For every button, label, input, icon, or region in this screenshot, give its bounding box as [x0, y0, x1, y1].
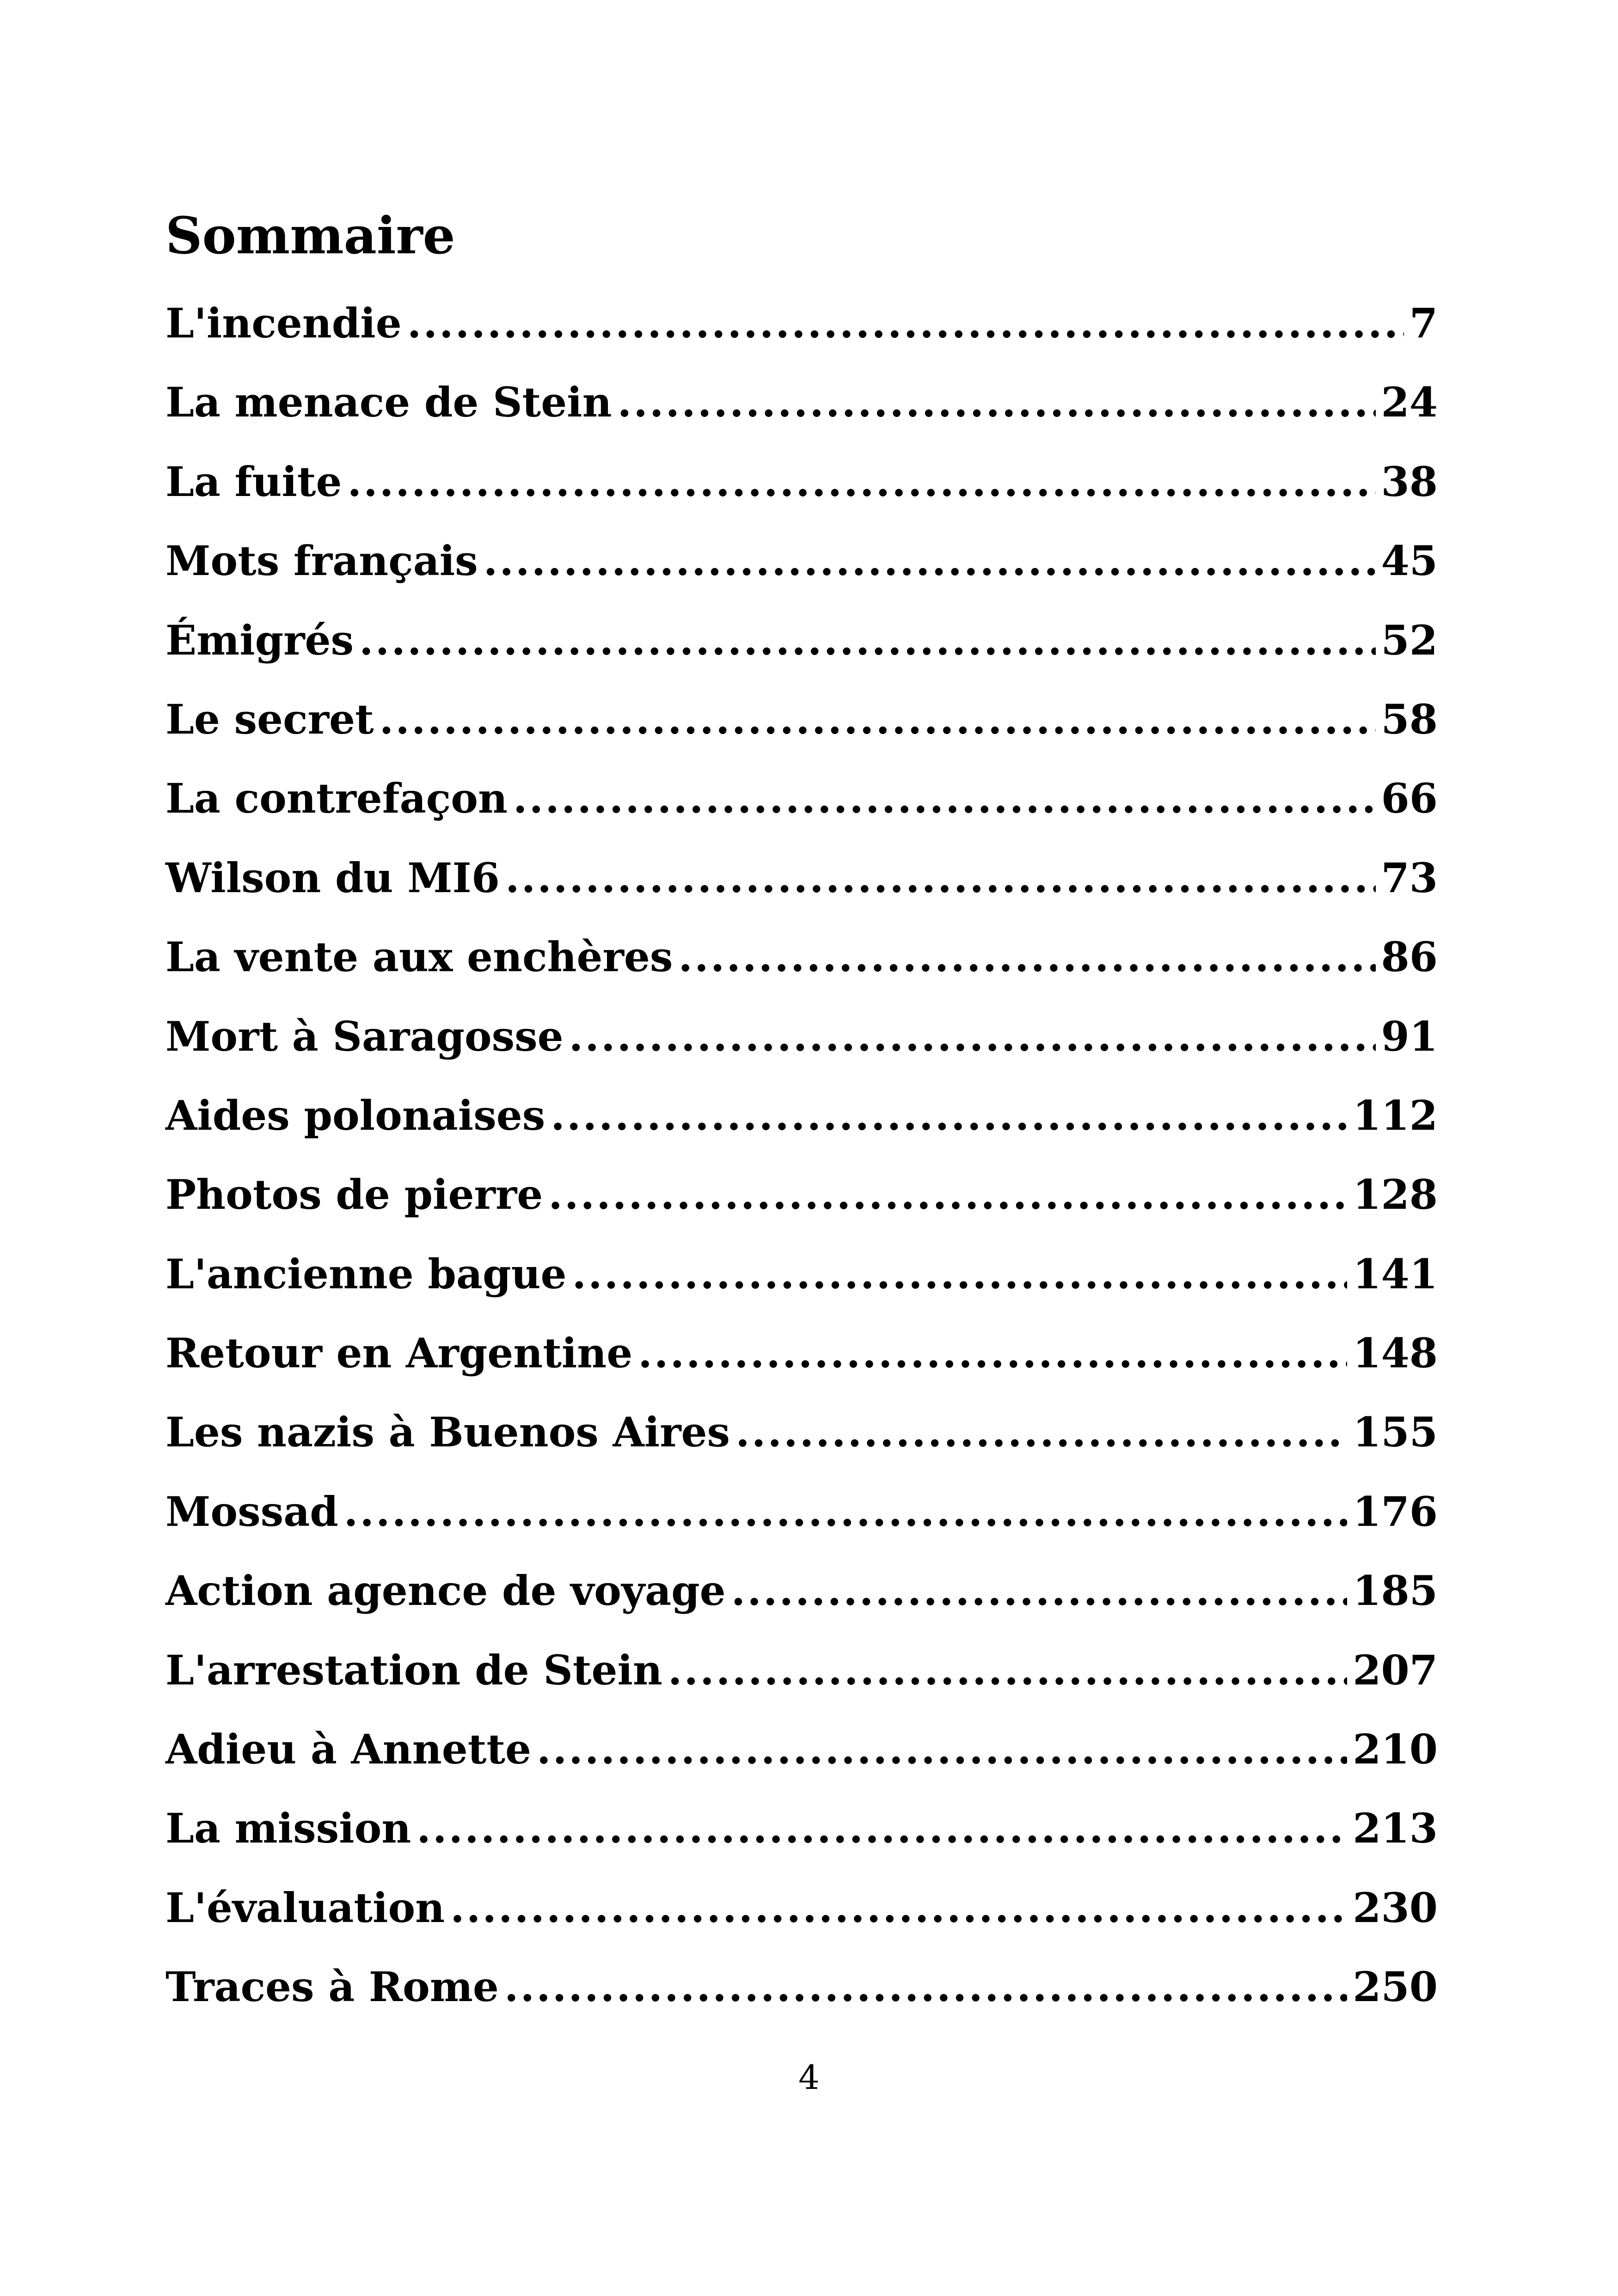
- dot-leader: [618, 382, 1376, 422]
- dot-leader: [537, 1729, 1347, 1769]
- toc-entry-page: 185: [1353, 1567, 1438, 1615]
- toc-entry-label: La menace de Stein: [165, 378, 612, 427]
- dot-leader: [484, 540, 1376, 581]
- toc-entry-label: La fuite: [165, 457, 342, 506]
- toc-entry-label: Adieu à Annette: [165, 1725, 532, 1774]
- toc-entry-page: 38: [1381, 457, 1438, 506]
- toc-entry-page: 7: [1409, 299, 1438, 347]
- toc-entry-page: 45: [1381, 537, 1438, 585]
- toc-entry-label: L'incendie: [165, 299, 402, 347]
- toc-entry[interactable]: [165, 378, 1438, 461]
- toc-entry[interactable]: [165, 1963, 1438, 2045]
- toc-entry-label: Mort à Saragosse: [165, 1012, 564, 1060]
- toc-entry[interactable]: [165, 933, 1438, 1016]
- table-of-contents: [165, 299, 1438, 2046]
- dot-leader: [569, 1016, 1376, 1057]
- toc-entry-page: 91: [1381, 1012, 1438, 1060]
- toc-entry[interactable]: [165, 1804, 1438, 1887]
- toc-entry-page: 148: [1353, 1329, 1438, 1378]
- toc-entry[interactable]: [165, 853, 1438, 937]
- toc-entry-page: 230: [1353, 1883, 1438, 1932]
- toc-entry-page: 86: [1381, 933, 1438, 981]
- toc-entry-label: La contrefaçon: [165, 774, 508, 823]
- toc-entry-label: Mots français: [165, 537, 478, 585]
- toc-entry-page: 52: [1381, 616, 1438, 664]
- toc-entry-page: 112: [1353, 1091, 1438, 1139]
- dot-leader: [731, 1570, 1348, 1611]
- toc-entry-page: 73: [1381, 853, 1438, 902]
- toc-entry-label: La mission: [165, 1804, 411, 1853]
- toc-entry[interactable]: [165, 1725, 1438, 1808]
- dot-leader: [572, 1254, 1347, 1294]
- toc-entry[interactable]: [165, 457, 1438, 540]
- dot-leader: [513, 778, 1376, 819]
- toc-entry[interactable]: [165, 1646, 1438, 1729]
- toc-entry[interactable]: [165, 1487, 1438, 1570]
- toc-entry[interactable]: [165, 1012, 1438, 1095]
- toc-entry-label: Retour en Argentine: [165, 1329, 633, 1378]
- toc-entry[interactable]: [165, 299, 1438, 382]
- dot-leader: [450, 1887, 1347, 1928]
- toc-entry-page: 24: [1381, 378, 1438, 427]
- toc-entry-page: 141: [1353, 1249, 1438, 1298]
- toc-entry-label: L'ancienne bague: [165, 1249, 567, 1298]
- dot-leader: [735, 1412, 1347, 1452]
- toc-entry-label: Les nazis à Buenos Aires: [165, 1408, 730, 1457]
- dot-leader: [344, 1491, 1348, 1532]
- toc-entry-page: 176: [1353, 1487, 1438, 1536]
- toc-entry-label: Action agence de voyage: [165, 1567, 726, 1615]
- toc-entry[interactable]: [165, 1408, 1438, 1491]
- dot-leader: [359, 620, 1375, 661]
- toc-entry-page: 207: [1353, 1646, 1438, 1694]
- dot-leader: [347, 461, 1375, 502]
- dot-leader: [668, 1650, 1347, 1690]
- page-number: 4: [798, 2058, 820, 2097]
- dot-leader: [678, 937, 1375, 977]
- toc-entry-page: 250: [1353, 1963, 1438, 2011]
- toc-entry[interactable]: [165, 616, 1438, 699]
- dot-leader: [638, 1333, 1347, 1373]
- toc-entry[interactable]: [165, 1091, 1438, 1174]
- toc-entry-label: L'évaluation: [165, 1883, 445, 1932]
- toc-title: Sommaire: [165, 206, 455, 265]
- toc-entry[interactable]: [165, 1249, 1438, 1333]
- toc-entry[interactable]: [165, 1170, 1438, 1253]
- dot-leader: [551, 1095, 1347, 1136]
- toc-entry-label: Émigrés: [165, 616, 354, 664]
- toc-entry-label: L'arrestation de Stein: [165, 1646, 662, 1694]
- toc-entry-label: La vente aux enchères: [165, 933, 673, 981]
- toc-entry[interactable]: [165, 1883, 1438, 1966]
- toc-entry-label: Traces à Rome: [165, 1963, 499, 2011]
- toc-entry[interactable]: [165, 1567, 1438, 1649]
- toc-entry-label: Photos de pierre: [165, 1170, 543, 1219]
- toc-entry-page: 128: [1353, 1170, 1438, 1219]
- dot-leader: [407, 303, 1404, 343]
- toc-entry-label: Wilson du MI6: [165, 853, 500, 902]
- toc-entry[interactable]: [165, 537, 1438, 619]
- dot-leader: [504, 1966, 1347, 2007]
- toc-entry-page: 58: [1381, 695, 1438, 743]
- toc-entry-label: Mossad: [165, 1487, 338, 1536]
- toc-entry[interactable]: [165, 1329, 1438, 1412]
- toc-entry-page: 213: [1353, 1804, 1438, 1853]
- dot-leader: [505, 857, 1376, 898]
- toc-entry-page: 66: [1381, 774, 1438, 823]
- dot-leader: [417, 1808, 1347, 1849]
- toc-entry-label: Le secret: [165, 695, 374, 743]
- dot-leader: [380, 699, 1376, 740]
- toc-entry-label: Aides polonaises: [165, 1091, 545, 1139]
- toc-entry[interactable]: [165, 695, 1438, 778]
- toc-entry-page: 210: [1353, 1725, 1438, 1774]
- toc-entry[interactable]: [165, 774, 1438, 857]
- toc-entry-page: 155: [1353, 1408, 1438, 1457]
- dot-leader: [548, 1174, 1347, 1215]
